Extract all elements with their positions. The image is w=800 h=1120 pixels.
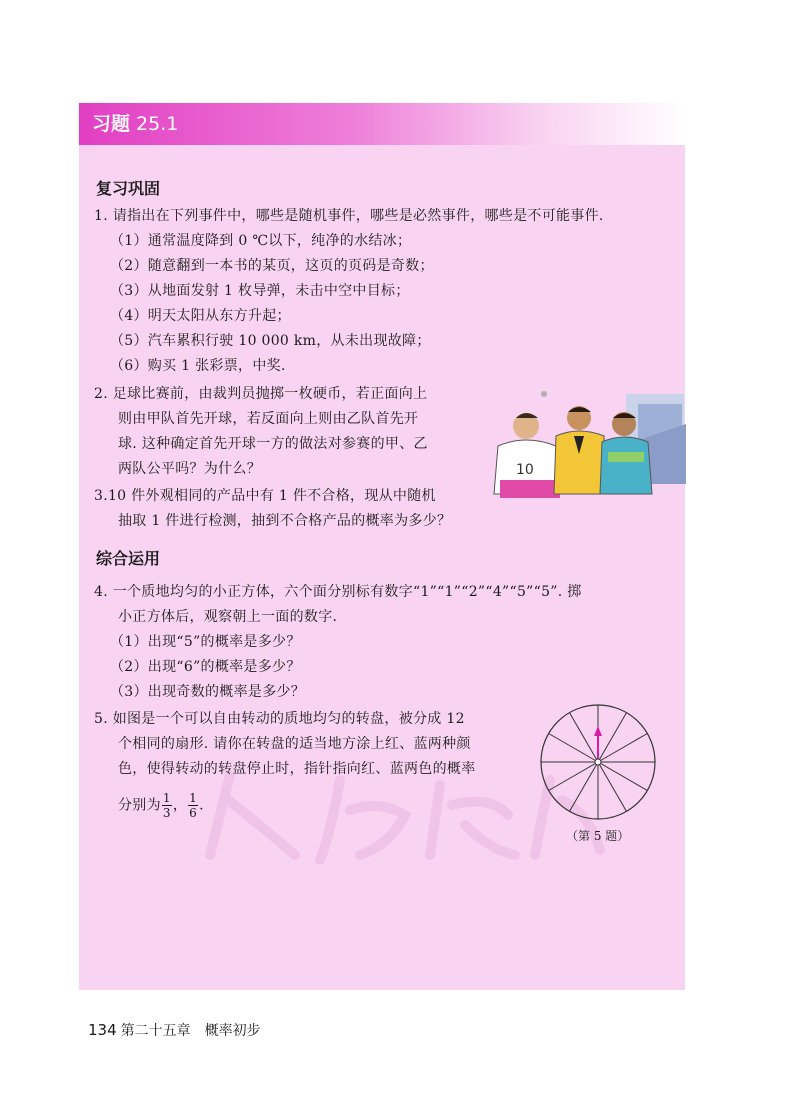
q3-line-1: 3.10 件外观相同的产品中有 1 件不合格，现从中随机 (94, 488, 436, 504)
fraction-one-sixth-numerator: 1 (189, 791, 198, 805)
q4-item-1: （1）出现“5”的概率是多少？ (110, 634, 301, 650)
footer-chapter-title: 概率初步 (204, 1023, 261, 1039)
exercise-title-label: 习题 (92, 113, 131, 135)
footer-chapter: 第二十五章 (120, 1023, 191, 1039)
spinner-sector-divider (598, 713, 627, 762)
spinner-sector-divider (598, 762, 647, 791)
q4-line-1: 4. 一个质地均匀的小正方体，六个面分别标有数字“1”“1”“2”“4”“5”“5”. 掷 (94, 584, 582, 600)
exercise-title (92, 108, 178, 140)
svg-text:10: 10 (516, 462, 534, 478)
q2-line-4: 两队公平吗？为什么？ (118, 461, 261, 477)
q2-line-2: 则由甲队首先开球，若反面向上则由乙队首先开 (118, 411, 419, 427)
q1-item-3: （3）从地面发射 1 枚导弹，未击中空中目标； (110, 283, 410, 299)
fraction-one-sixth-denominator: 6 (189, 806, 198, 820)
q5-end: . (199, 797, 204, 814)
q5-line-4 (118, 791, 204, 820)
fraction-one-third-numerator: 1 (162, 791, 171, 805)
page-footer (88, 1020, 261, 1041)
section-apply-title: 综合运用 (96, 549, 161, 568)
q2-line-1: 2. 足球比赛前，由裁判员抛掷一枚硬币，若正面向上 (94, 386, 428, 402)
referee-coin-toss-illustration (476, 384, 686, 504)
spinner-wheel (538, 702, 658, 822)
q1-item-5: （5）汽车累积行驶 10 000 km，从未出现故障； (110, 333, 431, 349)
q4-item-3: （3）出现奇数的概率是多少？ (110, 684, 306, 700)
q1-item-1: （1）通常温度降到 0 ℃以下，纯净的水结冰； (110, 233, 412, 249)
q5-line-3: 色，使得转动的转盘停止时，指针指向红、蓝两色的概率 (118, 761, 476, 777)
spinner-sector-divider (549, 762, 598, 791)
figure-caption: （第 5 题） (566, 829, 630, 843)
q3-line-2: 抽取 1 件进行检测，抽到不合格产品的概率为多少？ (118, 513, 452, 529)
q1-item-6: （6）购买 1 张彩票，中奖. (110, 358, 286, 374)
exercise-title-number: 25.1 (136, 113, 179, 135)
fraction-one-third-denominator: 3 (162, 806, 171, 820)
spinner-pointer-head (594, 726, 602, 736)
spinner-sector-divider (570, 762, 599, 811)
q4-item-2: （2）出现“6”的概率是多少？ (110, 659, 301, 675)
q1-item-2: （2）随意翻到一本书的某页，这页的页码是奇数； (110, 258, 434, 274)
spinner-sector-divider (598, 762, 627, 811)
spinner-sector-divider (598, 734, 647, 763)
fraction-one-third (162, 791, 172, 820)
q4-line-2: 小正方体后，观察朝上一面的数字. (118, 609, 338, 625)
spinner-sector-divider (570, 713, 599, 762)
spinner-hub (595, 759, 601, 765)
q5-prefix: 分别为 (118, 797, 161, 814)
q5-line-1: 5. 如图是一个可以自由转动的质地均匀的转盘，被分成 12 (94, 711, 465, 727)
q5-line-2: 个相同的扇形. 请你在转盘的适当地方涂上红、蓝两种颜 (118, 736, 471, 752)
q5-comma: ， (172, 797, 188, 814)
q2-line-3: 球. 这种确定首先开球一方的做法对参赛的甲、乙 (118, 436, 428, 452)
section-review-title: 复习巩固 (96, 179, 161, 198)
fraction-one-sixth (188, 791, 198, 820)
q1-item-4: （4）明天太阳从东方升起； (110, 308, 291, 324)
page-number: 134 (88, 1021, 117, 1039)
spinner-sector-divider (549, 734, 598, 763)
q1-stem: 1. 请指出在下列事件中，哪些是随机事件，哪些是必然事件，哪些是不可能事件. (94, 208, 604, 224)
